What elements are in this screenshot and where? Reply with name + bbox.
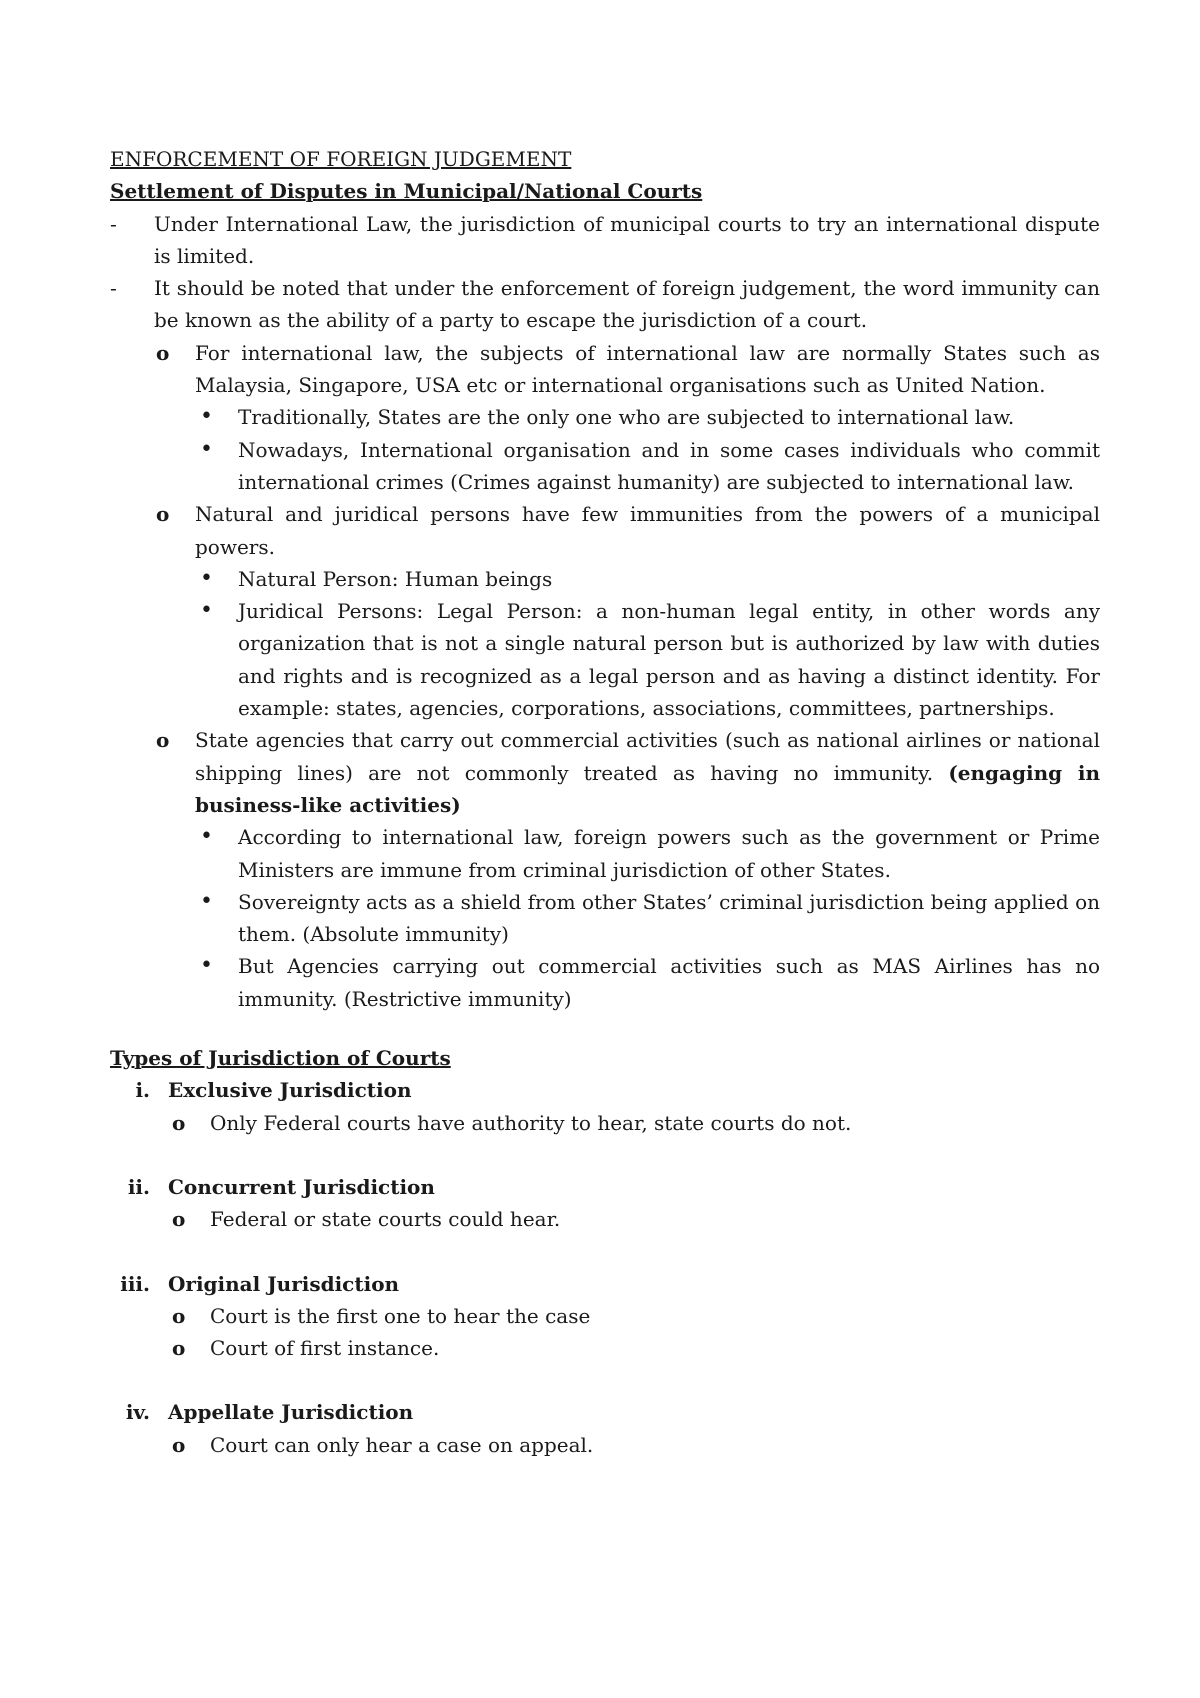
emphasis-text: (engaging in business-like activities)	[195, 760, 1100, 817]
circle-bullet-icon: o	[172, 1432, 186, 1457]
bullet-item-text: Nowadays, International organisation and in some cases individuals who commit international crimes (Crimes against humanity) are subjected to international law.	[238, 437, 1100, 494]
circle-bullet-icon: o	[156, 340, 170, 365]
numbered-item-label: Concurrent Jurisdiction	[168, 1174, 435, 1199]
section-heading-jurisdiction-types: Types of Jurisdiction of Courts	[110, 1046, 451, 1071]
list-item	[110, 208, 1100, 273]
bullet-item-text: But Agencies carrying out commercial activities such as MAS Airlines has no immunity. (Restrictive immunity)	[238, 954, 1100, 1011]
list-item	[110, 1107, 1100, 1139]
list-item	[110, 724, 1100, 821]
dot-bullet-icon: •	[200, 888, 213, 914]
list-item	[110, 1203, 1100, 1235]
bullet-item-text: Juridical Persons: Legal Person: a non-human legal entity, in other words any organization that is not a single natural person but is authorized by law with duties and rights and is recognized as a legal person and as having a distinct identity. For example: states, agencies, corporations, associations, committees, partnerships.	[238, 599, 1100, 721]
numbered-item	[110, 1171, 1100, 1203]
dash-item-text: Under International Law, the jurisdiction of municipal courts to try an international dispute is limited.	[154, 211, 1100, 268]
numbered-item	[110, 1268, 1100, 1300]
sub-item-text: Natural and juridical persons have few immunities from the powers of a municipal powers.	[195, 502, 1100, 559]
dot-bullet-icon: •	[200, 824, 213, 850]
document-title: ENFORCEMENT OF FOREIGN JUDGEMENT	[110, 147, 572, 171]
section-heading-settlement: Settlement of Disputes in Municipal/National Courts	[110, 179, 703, 204]
list-item	[110, 886, 1100, 951]
dash-marker: -	[110, 276, 117, 301]
roman-numeral: iii.	[120, 1271, 150, 1296]
circle-bullet-icon: o	[156, 728, 170, 753]
dot-bullet-icon: •	[200, 598, 213, 624]
dot-bullet-icon: •	[200, 436, 213, 462]
list-item	[110, 1332, 1100, 1364]
circle-bullet-icon: o	[156, 502, 170, 527]
numbered-item-label: Appellate Jurisdiction	[168, 1400, 414, 1425]
list-item	[110, 1300, 1100, 1332]
bullet-item-text: Natural Person: Human beings	[238, 566, 553, 591]
bullet-item-text: According to international law, foreign powers such as the government or Prime Ministers are immune from criminal jurisdiction of other States.	[238, 825, 1100, 882]
bullet-item-text: Traditionally, States are the only one who are subjected to international law.	[238, 405, 1015, 430]
circle-bullet-icon: o	[172, 1110, 186, 1135]
list-item	[110, 498, 1100, 563]
roman-numeral: i.	[135, 1078, 150, 1103]
list-item	[110, 821, 1100, 886]
list-item	[110, 950, 1100, 1015]
bullet-item-text: Sovereignty acts as a shield from other States’ criminal jurisdiction being applied on them. (Absolute immunity)	[238, 889, 1100, 947]
sub-item-text: State agencies that carry out commercial activities (such as national airlines or national shipping lines) are not commonly treated as having no immunity.	[195, 728, 1100, 785]
dot-bullet-icon: •	[200, 565, 213, 591]
dash-item-text: It should be noted that under the enforcement of foreign judgement, the word immunity can be known as the ability of a party to escape the jurisdiction of a court.	[154, 276, 1100, 333]
sub-item-text: Only Federal courts have authority to hear, state courts do not.	[210, 1110, 852, 1135]
roman-numeral: iv.	[125, 1400, 150, 1425]
circle-bullet-icon: o	[172, 1207, 186, 1232]
roman-numeral: ii.	[127, 1174, 150, 1199]
sub-item-text: Court is the first one to hear the case	[210, 1303, 591, 1328]
spacer	[110, 1364, 1100, 1396]
numbered-item-label: Exclusive Jurisdiction	[168, 1078, 412, 1103]
sub-item-text: For international law, the subjects of international law are normally States such as Malaysia, Singapore, USA etc or international organisations such as United Nation.	[195, 340, 1100, 398]
dot-bullet-icon: •	[200, 953, 213, 979]
circle-bullet-icon: o	[172, 1336, 186, 1361]
numbered-item-label: Original Jurisdiction	[168, 1271, 400, 1296]
sub-item-text: Court of first instance.	[210, 1336, 440, 1361]
list-item	[110, 595, 1100, 724]
list-item	[110, 563, 1100, 595]
dash-marker: -	[110, 211, 117, 236]
list-item	[110, 434, 1100, 499]
spacer	[110, 1236, 1100, 1268]
numbered-item	[110, 1074, 1100, 1106]
spacer	[110, 1139, 1100, 1171]
sub-item-text: Court can only hear a case on appeal.	[210, 1432, 594, 1457]
list-item	[110, 272, 1100, 337]
sub-item-text: Federal or state courts could hear.	[210, 1207, 561, 1232]
document-content	[110, 143, 1100, 1461]
dot-bullet-icon: •	[200, 404, 213, 430]
circle-bullet-icon: o	[172, 1303, 186, 1328]
list-item	[110, 1429, 1100, 1461]
list-item	[110, 401, 1100, 433]
numbered-item	[110, 1396, 1100, 1428]
spacer	[110, 1015, 1100, 1042]
list-item	[110, 337, 1100, 402]
